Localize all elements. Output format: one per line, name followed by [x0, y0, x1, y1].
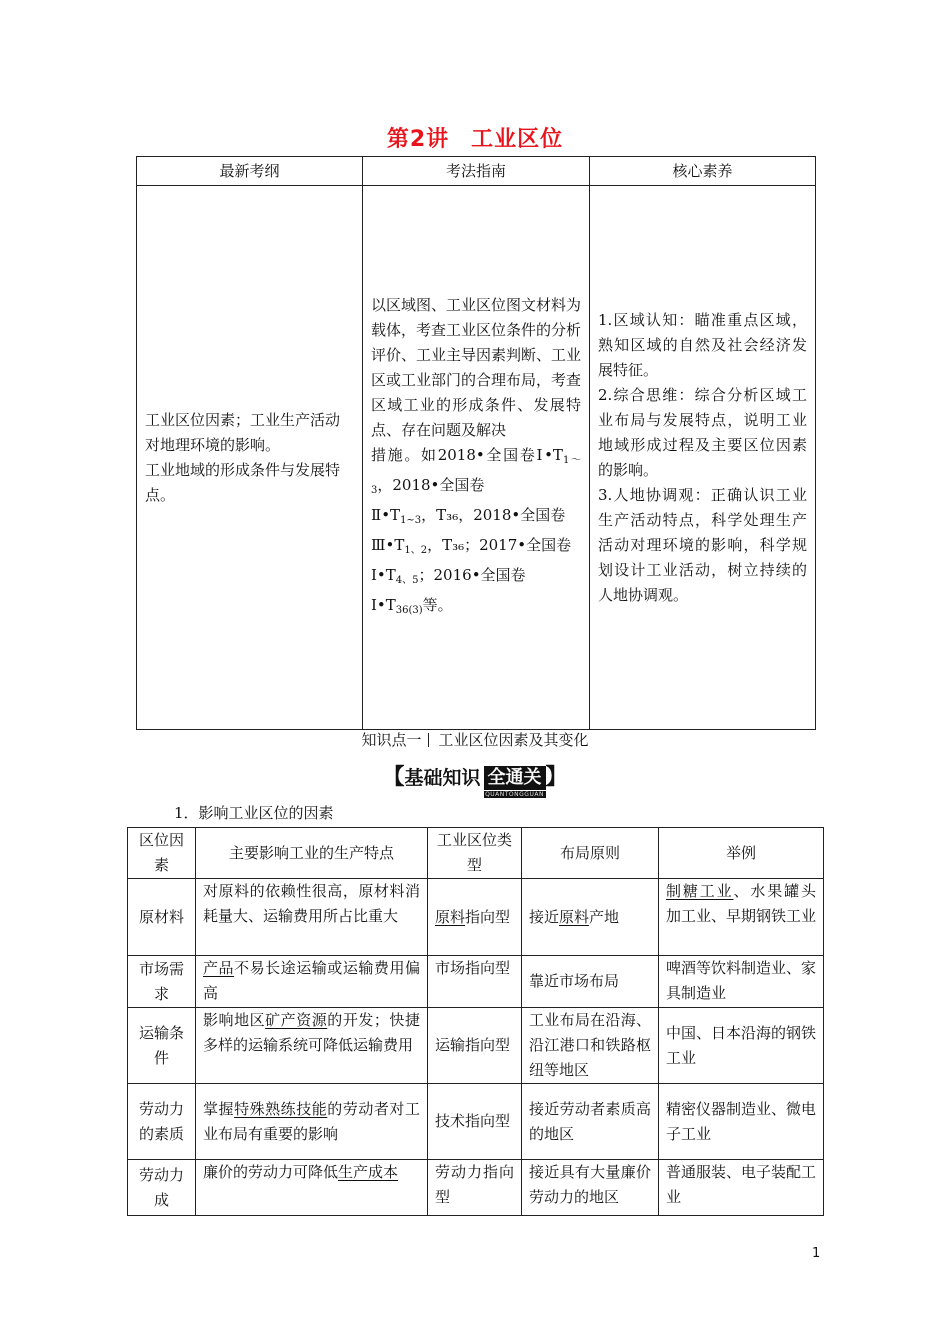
knowledge-point-label: 知识点一	[361, 731, 422, 749]
guide-case: 措施。如2018•全国卷$Ⅰ•T_{1\sim 3}$，2018•全国卷	[371, 445, 581, 496]
principle-cell: 工业布局在沿海、沿江港口和铁路枢纽等地区	[522, 1008, 659, 1084]
guide-case: $Ⅰ•T_{36(3)}$等。	[371, 595, 453, 616]
header-feature: 主要影响工业的生产特点	[196, 828, 428, 879]
table-row	[128, 1008, 824, 1084]
guide-case: $Ⅰ•T_{4、5}$；2016•全国卷	[371, 565, 526, 586]
type-cell: 市场指向型	[428, 956, 522, 1008]
feature-cell: 影响地区矿产资源的开发；快捷多样的运输系统可降低运输费用	[196, 1008, 428, 1084]
type-cell: 技术指向型	[428, 1084, 522, 1160]
example-cell: 普通服装、电子装配工业	[659, 1160, 824, 1216]
section-heading: 1．影响工业区位的因素	[174, 804, 334, 822]
guide-case: $Ⅲ•T_{1、2}$，T₃₆；2017•全国卷	[371, 535, 572, 556]
overview-header-row	[137, 157, 816, 186]
guide-cell	[363, 186, 590, 730]
syllabus-line: 工业地域的形成条件与发展特点。	[145, 460, 341, 504]
basic-knowledge-banner: 【基础知识 全通关 QUANTONGGUAN 】	[382, 765, 568, 798]
principle-cell: 接近劳动者素质高的地区	[522, 1084, 659, 1160]
feature-cell: 产品不易长途运输或运输费用偏高	[196, 956, 428, 1008]
factor-cell: 原材料	[128, 879, 196, 956]
knowledge-point-title: 工业区位因素及其变化	[438, 731, 589, 749]
syllabus-cell	[137, 186, 363, 730]
header-principle: 布局原则	[522, 828, 659, 879]
literacy-cell	[590, 186, 816, 730]
literacy-item: 2.综合思维：综合分析区域工业布局与发展特点，说明工业地域形成过程及主要区位因素的影响。	[598, 385, 807, 479]
feature-cell: 掌握特殊熟练技能的劳动者对工业布局有重要的影响	[196, 1084, 428, 1160]
feature-cell: 廉价的劳动力可降低生产成本	[196, 1160, 428, 1216]
banner-tag: 全通关 QUANTONGGUAN	[485, 767, 544, 798]
table-row	[128, 1084, 824, 1160]
factor-cell: 劳动力成	[128, 1160, 196, 1216]
divider	[428, 733, 429, 747]
principle-cell: 接近原料产地	[522, 879, 659, 956]
header-example: 举例	[659, 828, 824, 879]
type-cell: 原料指向型	[428, 879, 522, 956]
factor-cell: 运输条件	[128, 1008, 196, 1084]
principle-cell: 接近具有大量廉价劳动力的地区	[522, 1160, 659, 1216]
lecture-topic: 工业区位	[471, 127, 564, 152]
table-row	[128, 1160, 824, 1216]
literacy-item: 1.区域认知：瞄准重点区域，熟知区域的自然及社会经济发展特征。	[598, 310, 807, 379]
example-cell: 中国、日本沿海的钢铁工业	[659, 1008, 824, 1084]
principle-cell: 靠近市场布局	[522, 956, 659, 1008]
factor-header-row	[128, 828, 824, 879]
syllabus-line: 工业区位因素；工业生产活动对地理环境的影响。	[145, 410, 341, 454]
knowledge-point-heading	[0, 729, 950, 750]
header-literacy: 核心素养	[590, 157, 816, 186]
example-cell: 制糖工业、水果罐头加工业、早期钢铁工业	[659, 879, 824, 956]
factor-table	[127, 827, 824, 1216]
type-cell: 劳动力指向型	[428, 1160, 522, 1216]
guide-text: 以区域图、工业区位图文材料为载体，考查工业区位条件的分析评价、工业主导因素判断、工业区或工业部门的合理布局，考查区域工业的形成条件、发展特点、存在问题及解决	[371, 295, 582, 439]
type-cell: 运输指向型	[428, 1008, 522, 1084]
example-cell: 精密仪器制造业、微电子工业	[659, 1084, 824, 1160]
header-syllabus: 最新考纲	[137, 157, 363, 186]
header-factor: 区位因素	[128, 828, 196, 879]
header-type: 工业区位类型	[428, 828, 522, 879]
feature-cell: 对原料的依赖性很高，原材料消耗量大、运输费用所占比重大	[196, 879, 428, 956]
table-row	[128, 956, 824, 1008]
overview-table	[136, 156, 816, 730]
overview-body-row	[137, 186, 816, 730]
factor-cell: 市场需求	[128, 956, 196, 1008]
banner-tag-sub: QUANTONGGUAN	[485, 791, 544, 798]
lecture-number: 第2讲	[386, 127, 450, 152]
example-cell: 啤酒等饮料制造业、家具制造业	[659, 956, 824, 1008]
page-number: 1	[812, 1246, 821, 1261]
table-row	[128, 879, 824, 956]
banner-text: 基础知识	[404, 767, 481, 789]
factor-cell: 劳动力的素质	[128, 1084, 196, 1160]
guide-case: $Ⅱ•T_{1\sim 3}$，T₃₆，2018•全国卷	[371, 505, 566, 526]
page-title	[0, 122, 950, 153]
literacy-item: 3.人地协调观：正确认识工业生产活动特点，科学处理生产活动对理环境的影响，科学规划设计工业活动，树立持续的人地协调观。	[598, 485, 807, 604]
header-guide: 考法指南	[363, 157, 590, 186]
